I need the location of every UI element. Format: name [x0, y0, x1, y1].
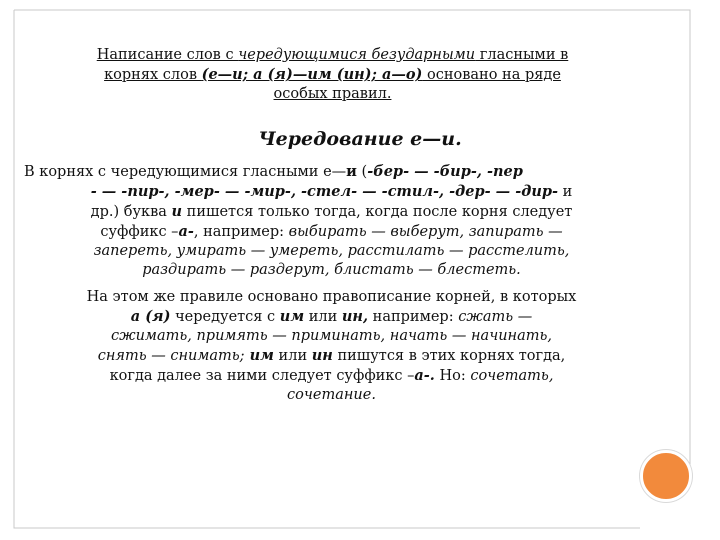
root-list: - — -пир-, -мер- — -мир-, -стел- — -стил-, -дер- — -дир-: [90, 183, 559, 200]
text: др.) буква: [90, 204, 172, 220]
text: (: [356, 164, 368, 180]
text: Но:: [434, 368, 471, 384]
text: пишется только тогда, когда после корня следует: [182, 204, 573, 220]
text: В корнях с чередующимися гласными е—: [24, 164, 347, 180]
text: На этом же правиле основано правописание корней, в которых: [86, 289, 577, 305]
text: когда далее за ними следует суффикс –: [109, 368, 415, 384]
intro-text: основано на ряде: [422, 67, 561, 83]
text: суффикс –: [100, 224, 179, 240]
example-words: сжимать, примять — приминать, начать — начинать,: [110, 328, 553, 344]
bold-letter: а (я): [130, 308, 171, 325]
text: пишутся в этих корнях тогда,: [332, 348, 566, 364]
intro-text: корнях слов: [104, 67, 202, 83]
text: например:: [368, 309, 459, 325]
example-words: сочетание.: [287, 387, 376, 403]
text: или: [304, 309, 342, 325]
suffix: а-.: [414, 367, 435, 384]
example-words: сжать —: [458, 309, 533, 325]
example-words: выбирать — выберут, запирать —: [288, 224, 563, 240]
section-title: Чередование е—и.: [258, 128, 462, 150]
bold-letter: ин: [311, 347, 333, 364]
suffix: а-: [178, 223, 194, 240]
intro-alternation: (е—и; а (я)—им (ин); а—о): [201, 66, 423, 83]
bold-letter: и: [171, 203, 183, 220]
example-words: раздирать — раздерут, блистать — блестеть.: [142, 262, 521, 278]
rule-paragraph-e-i: [24, 162, 639, 280]
decorative-circle-icon: [640, 450, 692, 502]
intro-emphasis: чередующимися безударными: [238, 47, 476, 63]
bold-letter: ин,: [341, 308, 369, 325]
intro-text: особых правил.: [273, 86, 392, 102]
text: , например:: [193, 224, 289, 240]
intro-paragraph: [40, 46, 625, 104]
intro-text: Написание слов с: [96, 47, 239, 63]
root-list: -бер- — -бир-, -пер: [367, 163, 523, 180]
rule-paragraph-a-im: [24, 288, 639, 405]
bold-letter: им: [244, 347, 274, 364]
bold-letter: им: [279, 308, 305, 325]
example-words: запереть, умирать — умереть, расстилать — расстелить,: [93, 243, 570, 259]
bold-letter: и: [346, 163, 357, 180]
text: чередуется с: [170, 309, 280, 325]
text: или: [273, 348, 312, 364]
intro-text: гласными в: [475, 47, 569, 63]
example-words: сочетать,: [470, 368, 554, 384]
text: и: [558, 184, 573, 200]
example-words: снять — снимать;: [97, 348, 245, 364]
